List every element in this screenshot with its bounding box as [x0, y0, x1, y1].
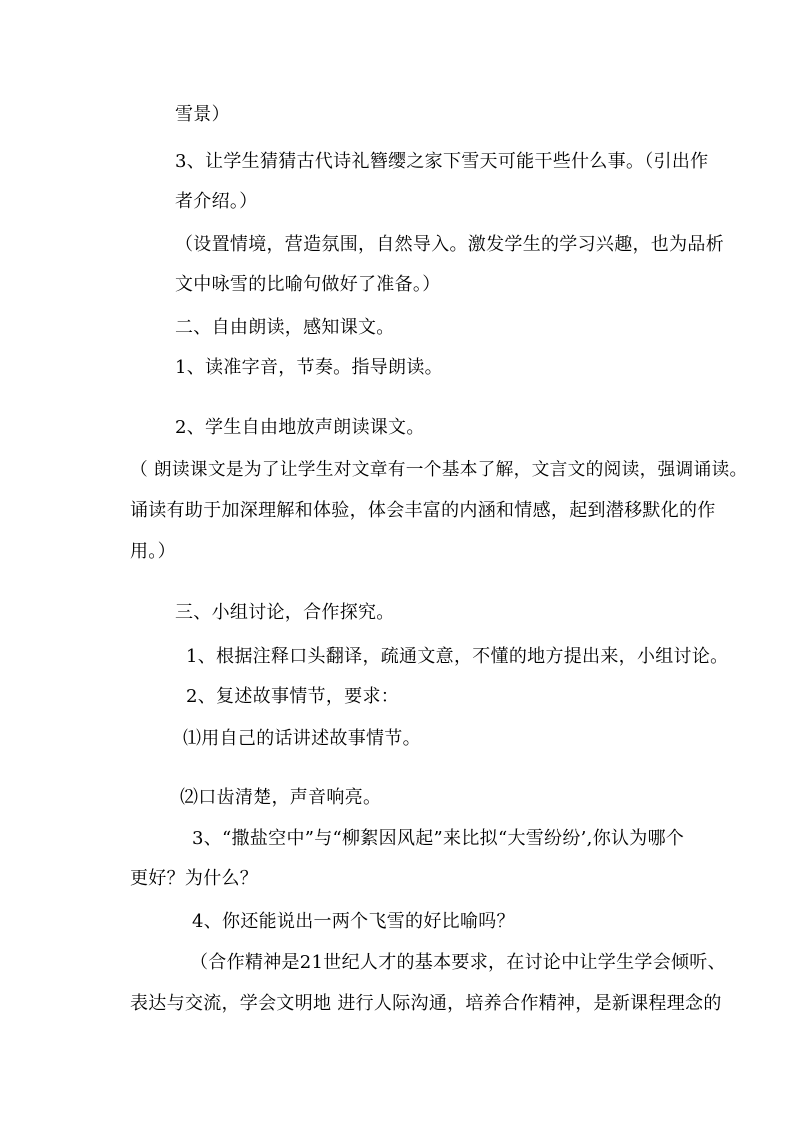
- text-line-translate-annotations: 1、根据注释口头翻译，疏通文意，不懂的地方提出来，小组讨论。: [186, 646, 729, 667]
- text-line-snow-scene-end: 雪景）: [175, 104, 230, 125]
- text-line-effect-end: 用。）: [130, 541, 176, 562]
- text-line-metaphor-prep: 文中咏雪的比喻句做好了准备。）: [175, 274, 441, 295]
- text-line-step-3-guess: 3、让学生猜猜古代诗礼簪缨之家下雪天可能干些什么事。（引出作: [175, 151, 709, 172]
- section-heading-free-reading: 二、自由朗读，感知课文。: [175, 317, 395, 338]
- section-heading-group-discussion: 三、小组讨论，合作探究。: [175, 602, 395, 623]
- text-line-communication: 表达与交流，学会文明地 进行人际沟通，培养合作精神，是新课程理念的: [130, 993, 722, 1014]
- text-line-recitation-benefit: 诵读有助于加深理解和体验，体会丰富的内涵和情感，起到潜移默化的作: [130, 500, 716, 521]
- text-line-pronunciation: 1、读准字音，节奏。指导朗读。: [175, 357, 443, 378]
- text-line-read-aloud: 2、学生自由地放声朗读课文。: [175, 417, 425, 438]
- text-line-other-metaphors: 4、你还能说出一两个飞雪的好比喻吗？: [192, 911, 515, 932]
- text-line-reading-purpose: （ 朗读课文是为了让学生对文章有一个基本了解，文言文的阅读，强调诵读。: [130, 460, 748, 480]
- text-line-compare-metaphors: 3、“撒盐空中”与“柳絮因风起”来比拟“大雪纷纷’,你认为哪个: [192, 828, 685, 849]
- text-line-setting-situation: （设置情境，营造氛围，自然导入。激发学生的学习兴趣，也为品析: [175, 234, 724, 255]
- text-line-author-intro: 者介绍。）: [175, 191, 258, 212]
- text-line-own-words: ⑴用自己的话讲述故事情节。: [183, 728, 421, 749]
- text-line-which-better: 更好？为什么？: [130, 868, 259, 889]
- text-line-retell-plot: 2、复述故事情节，要求：: [186, 686, 400, 707]
- text-line-clear-voice: ⑵口齿清楚，声音响亮。: [180, 787, 382, 808]
- text-line-cooperation-spirit: （合作精神是21世纪人才的基本要求，在讨论中让学生学会倾听、: [190, 952, 726, 973]
